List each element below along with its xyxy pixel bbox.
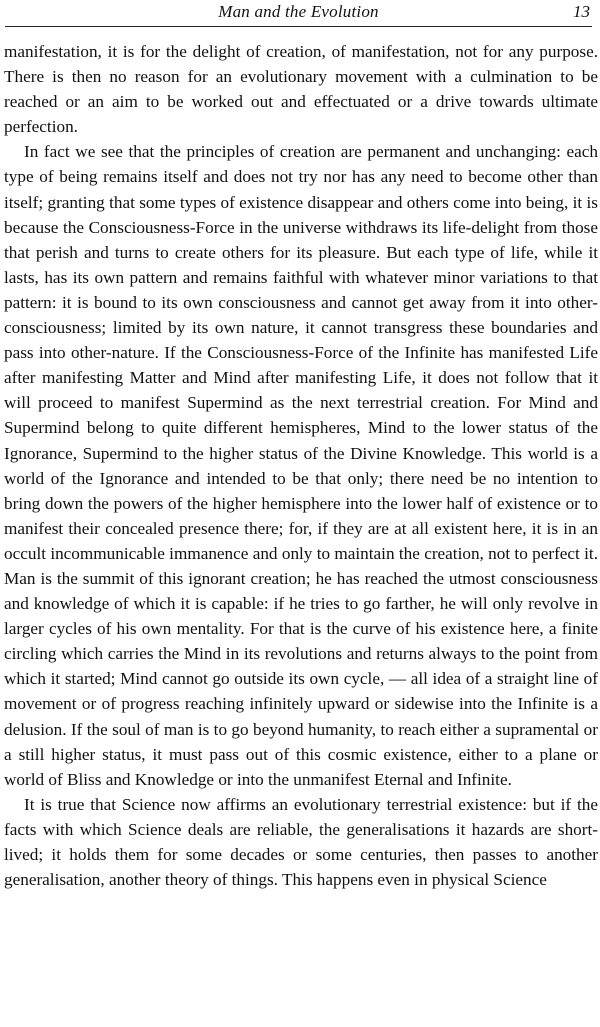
page-number: 13 [573, 2, 590, 21]
paragraph-continuation: manifestation, it is for the delight of creation, of manifestation, not for any purpose. There is then no reason for an evolutionary movement with a culmination to be reached or an aim to be worked out and effectuated or a drive towards ultimate perfection. [4, 42, 598, 137]
running-title: Man and the Evolution [218, 2, 379, 21]
paragraph-science-evolution: It is true that Science now affirms an evolutionary terrestrial existence: but if the facts with which Science deals are reliable, the generalisations it hazards are short-lived; it holds them for some decades or some centuries, then passes to another generalisation, another theory of things. This happens even in physical Science [4, 794, 598, 890]
paragraph-principles-of-creation: In fact we see that the principles of creation are permanent and unchanging: each type of being remains itself and does not try nor has any need to become other than itself; granting that some types of existence disappear and others come into being, it is because the Consciousness-Force in the universe withdraws its life-delight from those that perish and turns to create others for its pleasure. But each type of life, while it lasts, has its own pattern and remains faithful with whatever minor variations to that pattern: it is bound to its own consciousness and cannot get away from it into other-consciousness; limited by its own nature, it cannot transgress these boundaries and pass into other-nature. If the Consciousness-Force of the Infinite has manifested Life after manifesting Matter and Mind after manifesting Life, it does not follow that it will proceed to manifest Supermind as the next terrestrial creation. For Mind and Supermind belong to quite different hemispheres, Mind to the lower status of the Ignorance, Supermind to the higher status of the Divine Knowledge. This world is a world of the Ignorance and intended to be that only; there need be no intention to bring down the powers of the higher hemisphere into the lower half of existence or to manifest their concealed presence there; for, if they are at all existent here, it is in an occult incommunicable immanence and only to maintain the creation, not to perfect it. Man is the summit of this ignorant creation; he has reached the utmost consciousness and knowledge of which it is capable: if he tries to go farther, he will only revolve in larger cycles of his own mentality. For that is the curve of his existence here, a finite circling which carries the Mind in its revolutions and returns always to the point from which it started; Mind cannot go outside its own cycle, — all idea of a straight line of movement or of progress reaching infinitely upward or sidewise into the Infinite is a delusion. If the soul of man is to go beyond humanity, to reach either a supramental or a still higher status, it must pass out of this cosmic existence, either to a plane or world of Bliss and Knowledge or into the unmanifest Eternal and Infinite. [4, 142, 598, 789]
body-text [4, 27, 598, 892]
running-header [5, 0, 592, 27]
